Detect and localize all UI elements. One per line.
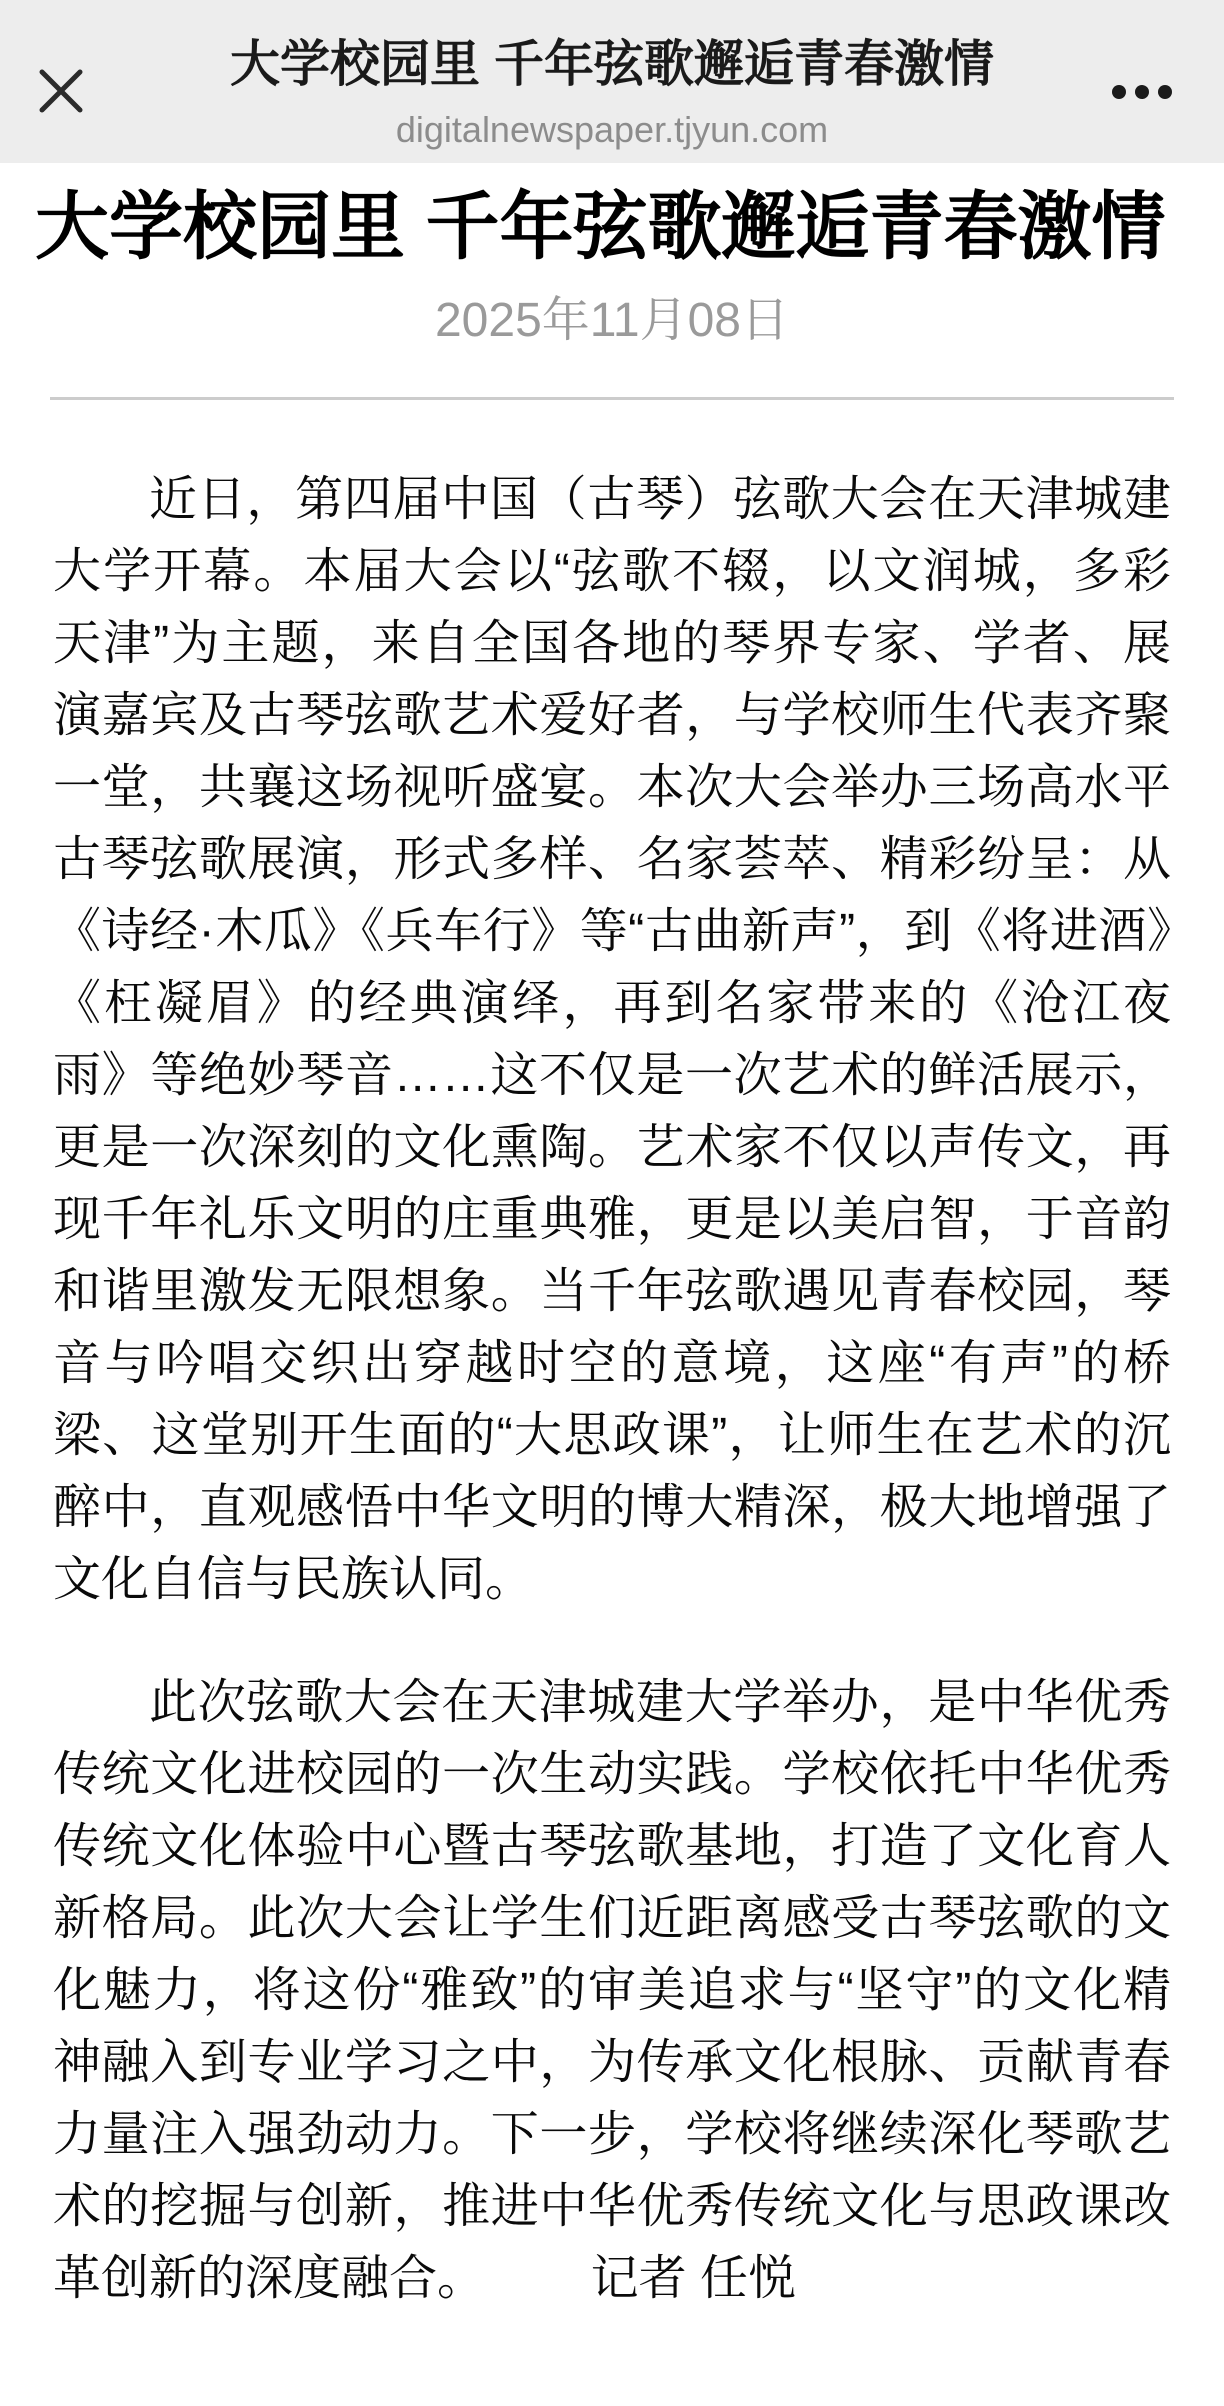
article-body xyxy=(53,464,1171,2315)
webview-header xyxy=(0,0,1224,163)
close-button[interactable] xyxy=(36,66,86,116)
article-paragraph-1 xyxy=(53,464,1171,1616)
article-title: 大学校园里 千年弦歌邂逅青春激情 xyxy=(35,185,1166,268)
header-page-title: 大学校园里 千年弦歌邂逅青春激情 xyxy=(230,37,994,91)
paragraph-text: 此次弦歌大会在天津城建大学举办，是中华优秀传统文化进校园的一次生动实践。学校依托中华优秀传统文化体验中心暨古琴弦歌基地，打造了文化育人新格局。此次大会让学生们近距离感受古琴弦歌的文化魅力，将这份“雅致”的审美追求与“坚守”的文化精神融入到专业学习之中，为传承文化根脉、贡献青春力量注入强劲动力。下一步，学校将继续深化琴歌艺术的挖掘与创新，推进中华优秀传统文化与思政课改革创新的深度融合。 xyxy=(53,1676,1171,2305)
close-icon xyxy=(38,68,84,114)
article-paragraph-2 xyxy=(53,1667,1171,2315)
divider xyxy=(50,397,1174,400)
article-date: 2025年11月08日 xyxy=(434,294,789,347)
more-menu-button[interactable] xyxy=(1112,84,1172,100)
header-page-url: digitalnewspaper.tjyun.com xyxy=(395,109,829,150)
more-icon xyxy=(1112,85,1172,99)
byline: 记者 任悦 xyxy=(590,2252,796,2305)
paragraph-text: 近日，第四届中国（古琴）弦歌大会在天津城建大学开幕。本届大会以“弦歌不辍，以文润城，多彩天津”为主题，来自全国各地的琴界专家、学者、展演嘉宾及古琴弦歌艺术爱好者，与学校师生代表齐聚一堂，共襄这场视听盛宴。本次大会举办三场高水平古琴弦歌展演，形式多样、名家荟萃、精彩纷呈：从《诗经·木瓜》《兵车行》等“古曲新声”，到《将进酒》《枉凝眉》的经典演绎，再到名家带来的《沧江夜雨》等绝妙琴音……这不仅是一次艺术的鲜活展示，更是一次深刻的文化熏陶。艺术家不仅以声传文，再现千年礼乐文明的庄重典雅，更是以美启智，于音韵和谐里激发无限想象。当千年弦歌遇见青春校园，琴音与吟唱交织出穿越时空的意境，这座“有声”的桥梁、这堂别开生面的“大思政课”，让师生在艺术的沉醉中，直观感悟中华文明的博大精深，极大地增强了文化自信与民族认同。 xyxy=(53,473,1171,1606)
article-content xyxy=(0,186,1224,2395)
